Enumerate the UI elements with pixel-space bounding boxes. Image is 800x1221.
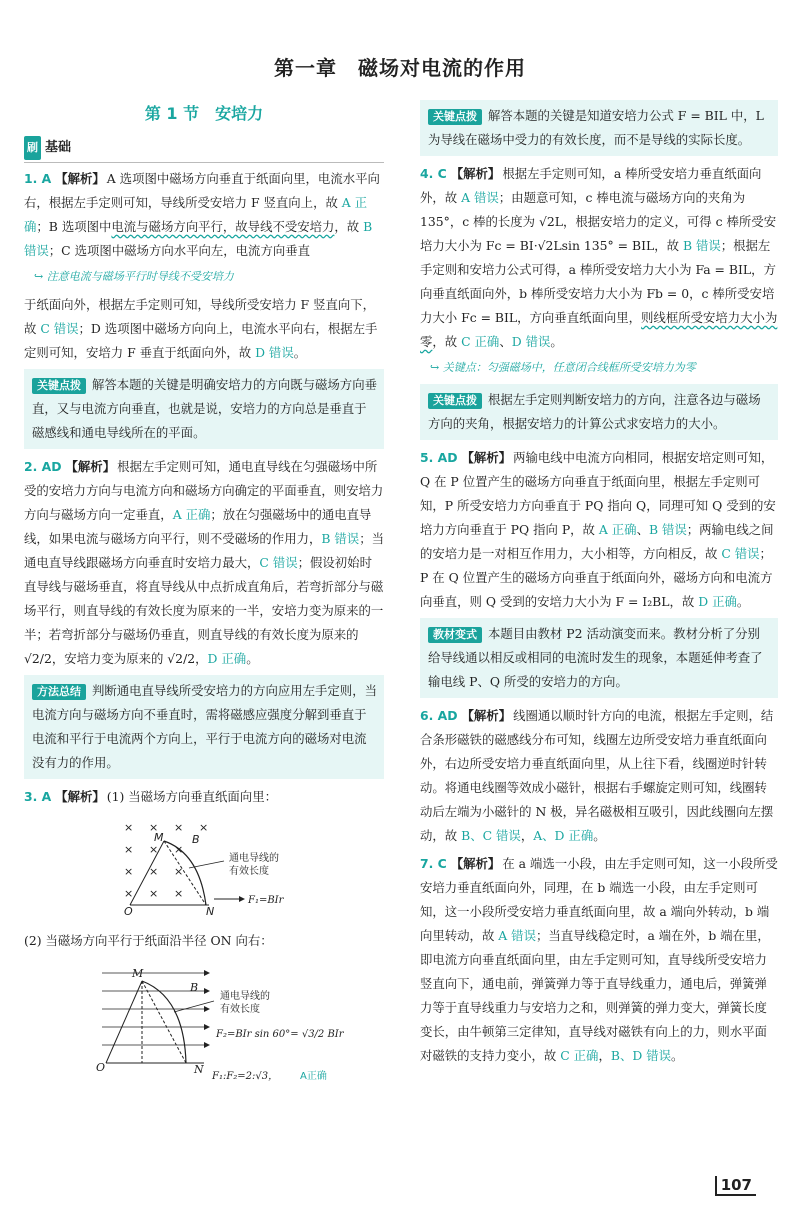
highlight: C 正确 <box>461 334 500 349</box>
text: ；当通电直导线跟磁场方向垂直时安培力最大， <box>24 531 384 570</box>
svg-text:M: M <box>132 967 144 980</box>
svg-text:N: N <box>194 1063 204 1076</box>
svg-text:O: O <box>96 1061 106 1074</box>
answer-number: 2. AD <box>24 459 62 474</box>
key-point-box <box>24 369 384 449</box>
text: ；C 选项图中磁场方向水平向左，电流方向垂直 <box>48 243 311 258</box>
svg-text:×: × <box>149 843 159 856</box>
text: 于纸面向外，根据左手定则可知，导线所受安培力 F 竖直向下，故 <box>24 297 376 336</box>
answer-5 <box>420 446 778 698</box>
svg-text:B: B <box>192 833 200 846</box>
section-title: 第 1 节 安培力 <box>144 104 264 123</box>
basic-label: 基础 <box>45 140 72 155</box>
text: ；两输电线之间的安培力是一对相互作用力，大小相等，方向相反，故 <box>420 522 774 561</box>
answer-number: 7. C <box>420 856 447 871</box>
answer-6 <box>420 704 778 848</box>
text: ， <box>520 828 534 843</box>
wavy-underline: 电流与磁场方向平行，故导线不受安培力 <box>111 219 335 234</box>
text: ；由题意可知，c 棒电流与磁场方向的夹角为 135°，c 棒的长度为 √2L，根据安培力的定义，可得 c 棒所受安培力大小为 Fc = BI·√2Lsin 135° = BIL，故 <box>420 190 777 253</box>
svg-text:×: × <box>149 887 159 900</box>
note-text: 关键点：匀强磁场中，任意闭合线框所受安培力为零 <box>442 361 696 374</box>
svg-text:×: × <box>124 821 134 834</box>
chapter-title: 第一章 磁场对电流的作用 <box>274 56 526 80</box>
highlight: B 错误 <box>321 531 360 546</box>
highlight: C 正确 <box>560 1048 599 1063</box>
analysis-label: 【解析】 <box>65 459 116 474</box>
figure-2 <box>24 957 384 1093</box>
figure-1 <box>24 813 384 925</box>
box-text: 根据左手定则判断安培力的方向，注意各边与磁场方向的夹角，根据安培力的计算公式求安培力的大小。 <box>428 392 761 431</box>
right-column <box>420 96 778 1072</box>
brush-tag: 刷 <box>24 136 41 160</box>
box-text: 解答本题的关键是知道安培力公式 F = BIL 中，L 为导线在磁场中受力的有效长度，而不是导线的实际长度。 <box>428 108 764 147</box>
text: 。 <box>246 651 259 666</box>
text: ；P 在 Q 位置产生的磁场方向垂直于纸面向外，磁场方向和电流方向垂直，则 Q 受到的安培力大小为 F = I₂BL，故 <box>420 546 773 609</box>
answer-4 <box>420 162 778 440</box>
text: ， <box>598 1048 611 1063</box>
box-text: 本题目由教材 P2 活动演变而来。教材分析了分别给导线通以相反或相同的电流时发生的现象，本题延伸考查了输电线 P、Q 所受的安培力的方向。 <box>428 626 763 689</box>
text: 根据左手定则可知，通电直导线在匀强磁场中所受的安培力方向与电流方向和磁场方向确定的平面垂直，则安培力方向与磁场方向一定垂直， <box>24 459 384 522</box>
left-column <box>24 96 384 1097</box>
textbook-variant-box <box>420 618 778 698</box>
highlight: A 正确 <box>172 507 211 522</box>
note-text: 注意电流与磁场平行时导线不受安培力 <box>46 270 234 283</box>
answer-2 <box>24 455 384 779</box>
ratio-highlight: A正确 <box>300 1071 327 1082</box>
text: (2) 当磁场方向平行于纸面沿半径 ON 向右： <box>24 933 273 948</box>
box-tag: 关键点拨 <box>428 109 482 125</box>
highlight: D 正确 <box>698 594 737 609</box>
key-point-box <box>420 384 778 440</box>
highlight: B、C 错误 <box>461 828 521 843</box>
svg-text:×: × <box>174 843 184 856</box>
answer-number: 1. A <box>24 171 52 186</box>
text: ；根据左手定则和安培力公式可得，a 棒所受安培力大小为 Fa = BIL，方向垂直纸面向外，b 棒所受安培力大小为 Fb = 0，c 棒所受安培力大小 Fc = BIL，方向垂直纸面向里， <box>420 238 776 325</box>
text: ；D 选项图中磁场方向向上，电流水平向右，根据左手定则可知，安培力 F 垂直于纸面向外，故 <box>24 321 378 360</box>
highlight: C 错误 <box>40 321 79 336</box>
svg-text:×: × <box>199 821 209 834</box>
text: ，故 <box>432 334 462 349</box>
fig1-label-line1: 通电导线的 <box>229 853 279 864</box>
handwritten-note: ↪ 注意电流与磁场平行时导线不受安培力 <box>34 270 234 283</box>
highlight: C 错误 <box>721 546 760 561</box>
analysis-label: 【解析】 <box>55 171 105 186</box>
highlight: A、D 正确 <box>533 828 594 843</box>
answer-7 <box>420 852 778 1068</box>
basic-header <box>24 136 384 163</box>
box-text: 解答本题的关键是明确安培力的方向既与磁场方向垂直，又与电流方向垂直，也就是说，安培力的方向总是垂直于磁感线和通电导线所在的平面。 <box>32 377 377 440</box>
highlight: B 错误 <box>24 219 373 258</box>
key-point-box-top <box>420 100 778 156</box>
fig2-label-line2: 有效长度 <box>220 1004 260 1015</box>
highlight: D 错误 <box>511 334 551 349</box>
figure-2-svg <box>24 957 384 1085</box>
box-tag: 方法总结 <box>32 684 86 700</box>
svg-text:×: × <box>124 843 134 856</box>
text: A 选项图中磁场方向垂直于纸面向里，电流水平向右，根据左手定则可知，导线所受安培力 F 竖直向上，故 <box>24 171 380 210</box>
box-tag: 关键点拨 <box>428 393 482 409</box>
svg-text:×: × <box>149 865 159 878</box>
svg-text:×: × <box>174 865 184 878</box>
page-number: 107 <box>715 1176 756 1196</box>
svg-text:×: × <box>124 887 134 900</box>
analysis-label: 【解析】 <box>55 789 105 804</box>
text: ，故 <box>334 219 364 234</box>
highlight: A 错误 <box>498 928 536 943</box>
analysis-label: 【解析】 <box>450 856 501 871</box>
text: ；B 选项图中 <box>36 219 112 234</box>
text: 。 <box>736 594 750 609</box>
highlight: A 正确 <box>24 195 368 234</box>
force-label-1: F₁=BIr <box>248 895 284 906</box>
highlight: A 正确 <box>598 522 637 537</box>
fig1-label-line2: 有效长度 <box>229 866 269 877</box>
text: 。 <box>550 334 563 349</box>
text: (1) 当磁场方向垂直纸面向里： <box>106 789 277 804</box>
box-tag: 关键点拨 <box>32 378 86 394</box>
svg-text:×: × <box>124 865 134 878</box>
box-tag: 教材变式 <box>428 627 482 643</box>
answer-number: 6. AD <box>420 708 458 723</box>
svg-text:×: × <box>174 887 184 900</box>
figure-1-svg <box>24 813 384 917</box>
highlight: C 错误 <box>259 555 298 570</box>
analysis-label: 【解析】 <box>461 708 512 723</box>
highlight: D 正确 <box>207 651 247 666</box>
force-label-2: F₂=BIr sin 60°= √3/2 BIr <box>216 1029 344 1040</box>
fig2-label-line1: 通电导线的 <box>220 991 270 1002</box>
text: 根据左手定则可知，a 棒所受安培力垂直纸面向外，故 <box>420 166 762 205</box>
box-text: 判断通电直导线所受安培力的方向应用左手定则，当电流方向与磁场方向不垂直时，需将磁感应强度分解到垂直于电流和平行于电流两个方向上，平行于电流方向的磁场对电流没有力的作用。 <box>32 683 377 770</box>
text: 。 <box>293 345 307 360</box>
text: 两输电线中电流方向相同，根据安培定则可知，Q 在 P 位置产生的磁场方向垂直于纸面向里，根据左手定则可知，P 所受安培力方向垂直于 PQ 指向 Q，同理可知 Q 受到的安培力方向垂直于 PQ 指向 P，故 <box>420 450 776 537</box>
force-ratio: F₁:F₂=2:√3， <box>212 1071 279 1082</box>
text: ；假设初始时直导线与磁场垂直，将直导线从中点折成直角后，若弯折部分与磁场平行，则直导线的有效长度为原来的一半，安培力变为原来的一半；若弯折部分与磁场仍垂直，则直导线的有效长度为原来的 √2/2，安培力变为原来的 √2/2， <box>24 555 384 666</box>
method-summary-box <box>24 675 384 779</box>
text: 、 <box>499 334 512 349</box>
answer-number: 3. A <box>24 789 52 804</box>
answer-number: 4. C <box>420 166 447 181</box>
highlight: D 错误 <box>255 345 294 360</box>
answer-number: 5. AD <box>420 450 458 465</box>
svg-text:M: M <box>154 831 164 844</box>
svg-text:×: × <box>149 821 159 834</box>
text: ；放在匀强磁场中的通电直导线，如果电流与磁场方向平行，则不受磁场的作用力， <box>24 507 372 546</box>
analysis-label: 【解析】 <box>461 450 512 465</box>
highlight: B 错误 <box>648 522 687 537</box>
svg-text:B: B <box>190 981 199 994</box>
highlight: B、D 错误 <box>610 1048 671 1063</box>
wavy-underline: 则线框所受安培力大小为零 <box>420 310 778 349</box>
analysis-label: 【解析】 <box>450 166 501 181</box>
svg-text:N: N <box>206 905 215 917</box>
svg-text:×: × <box>174 821 184 834</box>
highlight: B 错误 <box>682 238 721 253</box>
text: 。 <box>593 828 606 843</box>
svg-text:O: O <box>124 905 133 917</box>
text: 线圈通以顺时针方向的电流，根据左手定则，结合条形磁铁的磁感线分布可知，线圈左边所受安培力垂直纸面向外，右边所受安培力垂直纸面向里，从上往下看，线圈逆时针转动。将通电线圈等效成小磁针，根据右手螺旋定则可知，线圈转动后左端为小磁针的 N 极，异名磁极相互吸引，因此线圈向左摆动，故 <box>420 708 774 843</box>
text: ；当直导线稳定时，a 端在外，b 端在里，即电流方向垂直纸面向里，由左手定则可知，直导线所受安培力竖直向下，通电前，弹簧弹力等于直导线重力，通电后，弹簧弹力等于直导线重力与安培力之和，则弹簧的弹力变大，弹簧长度变长，由牛顿第三定律知，直导线对磁铁有向上的力，则水平面对磁铁的支持力变小，故 <box>420 928 770 1063</box>
text: 在 a 端选一小段，由左手定则可知，这一小段所受安培力垂直纸面向外，同理，在 b 端选一小段，由左手定则可知，这一小段所受安培力垂直纸面向里，故 a 端向外转动，b 端向里转动，故 <box>420 856 778 943</box>
answer-1 <box>24 167 384 449</box>
answer-3 <box>24 785 384 1093</box>
handwritten-note: ↪ 关键点：匀强磁场中，任意闭合线框所受安培力为零 <box>430 361 696 374</box>
text: 。 <box>671 1048 684 1063</box>
text: 、 <box>636 522 649 537</box>
highlight: A 错误 <box>461 190 499 205</box>
